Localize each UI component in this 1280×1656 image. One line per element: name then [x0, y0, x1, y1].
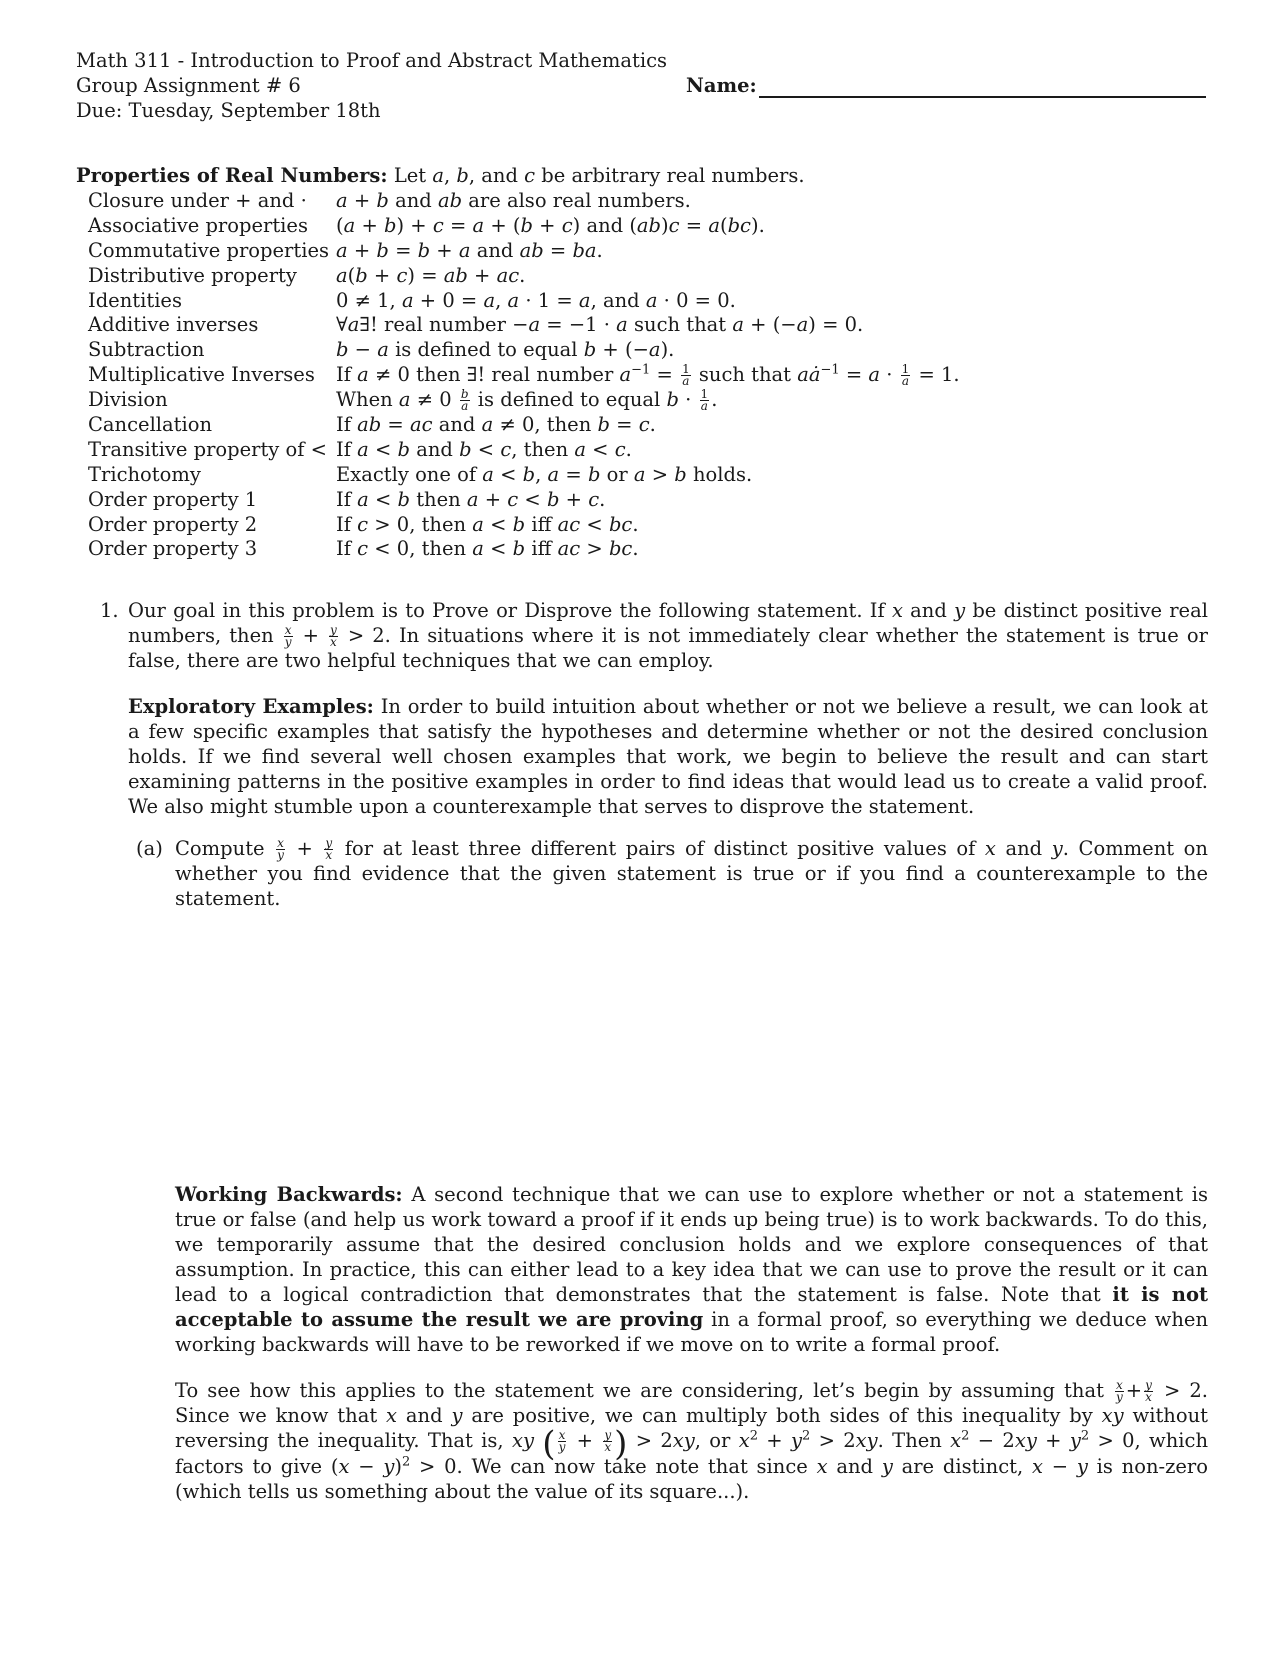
name-blank-line — [759, 78, 1206, 98]
property-row — [76, 188, 1226, 213]
exploratory-examples — [128, 694, 1208, 819]
property-name: Multiplicative Inverses — [88, 363, 315, 387]
property-desc: b − a is defined to equal b + (−a). — [336, 338, 675, 362]
properties-section — [76, 163, 1226, 561]
property-name: Order property 1 — [88, 487, 258, 511]
property-row — [76, 362, 1226, 387]
property-desc: If ab = ac and a ≠ 0, then b = c. — [336, 413, 656, 437]
property-row — [76, 213, 1226, 238]
property-desc: a + b and ab are also real numbers. — [336, 189, 691, 212]
property-row — [76, 337, 1226, 362]
working-text-2: in a formal proof, so everything we deduce when working backwards will have to be reworked if we move on to write a formal proof. — [175, 1308, 1208, 1356]
property-row — [76, 487, 1226, 512]
property-desc: (a + b) + c = a + (b + c) and (ab)c = a(bc). — [336, 213, 765, 237]
property-name: Order property 3 — [88, 537, 258, 561]
property-name: Commutative properties — [88, 238, 329, 262]
property-desc: If a ≠ 0 then ∃! real number $a^{-1}$ = $\frac{1}{a}$ such that $aȧ^{-1} = a$ · $\frac{1}{a}$ = 1. — [336, 362, 960, 389]
property-row — [76, 512, 1226, 537]
properties-title: Properties of Real Numbers: — [76, 164, 388, 187]
property-row — [76, 437, 1226, 462]
property-row — [76, 238, 1226, 263]
property-desc: If a < b and b < c, then a < c. — [336, 437, 632, 461]
property-name: Order property 2 — [88, 512, 258, 536]
property-name: Transitive property of < — [88, 437, 328, 461]
property-row — [76, 462, 1226, 487]
name-field — [686, 73, 1206, 98]
property-name: Cancellation — [88, 413, 213, 437]
property-name: Trichotomy — [88, 462, 201, 486]
working-text-1: A second technique that we can use to explore whether or not a statement is true or false (and help us work toward a proof if it ends up being true) is to work backwards. To do this, we temporarily assume that the desired conclusion holds and we explore consequences of that assumption. In practice, this can either lead to a key idea that we can use to prove the result or it can lead to a logical contradiction that demonstrates that the statement is false. Note that — [175, 1183, 1208, 1306]
property-name: Subtraction — [88, 338, 205, 362]
properties-intro — [76, 163, 1226, 188]
property-desc: a(b + c) = ab + ac. — [336, 263, 526, 287]
property-name: Identities — [88, 288, 182, 312]
working-title: Working Backwards: — [175, 1183, 403, 1206]
course-title: Math 311 - Introduction to Proof and Abstract Mathematics — [76, 49, 668, 72]
property-row — [76, 536, 1226, 561]
see-how-paragraph: To see how this applies to the statement we are considering, let’s begin by assuming that $\frac{x}{y}$ + $\frac{y}{x}$ > 2. Since we know that x and y are positive, we can multiply both sides of this inequality by xy without reversing the inequality. That is, xy ( $\frac{x}{y}$ + $\frac{y}{x}$ ) > 2xy, or $x^2 + y^2 > 2xy$. Then $x^2 - 2xy + y^2 > 0$, which factors to give $(x - y)^2 > 0$. We can now take note that since x and y are distinct, x − y is non-zero (which tells us something about the value of its square...). — [175, 1378, 1209, 1503]
name-label: Name: — [686, 74, 757, 97]
part-a — [136, 836, 1208, 911]
part-a-label: (a) — [136, 837, 163, 860]
property-name: Additive inverses — [88, 313, 259, 337]
property-row — [76, 412, 1226, 437]
due-date: Due: Tuesday, September 18th — [76, 99, 381, 122]
property-row — [76, 263, 1226, 288]
property-name: Distributive property — [88, 263, 297, 287]
property-desc: When a ≠ 0 $\frac{b}{a}$ is defined to equal b · $\frac{1}{a}$ . — [336, 387, 718, 414]
properties-intro-rendered: Let a, b, and c be arbitrary real numbers. — [393, 164, 805, 187]
property-row — [76, 387, 1226, 412]
exploratory-text: In order to build intuition about whether or not we believe a result, we can look at a few specific examples that satisfy the hypotheses and determine whether or not the desired conclusion holds. If we find several well chosen examples that work, we begin to believe the result and can start examining patterns in the positive examples in order to find ideas that would lead us to create a valid proof. We also might stumble upon a counterexample that serves to disprove the statement. — [128, 695, 1208, 818]
document-header — [76, 48, 667, 123]
property-desc: ∀a∃! real number −a = −1 · a such that a + (−a) = 0. — [336, 313, 864, 337]
property-desc: If c < 0, then a < b iff ac > bc. — [336, 537, 639, 561]
property-desc: Exactly one of a < b, a = b or a > b holds. — [336, 462, 753, 486]
assignment-title: Group Assignment # 6 — [76, 74, 301, 97]
working-bold-text: it is not acceptable to assume the result we are proving — [175, 1283, 1208, 1331]
exploratory-title: Exploratory Examples: — [128, 695, 374, 718]
problem-1 — [100, 598, 1208, 673]
property-desc: 0 ≠ 1, a + 0 = a, a · 1 = a, and a · 0 = 0. — [336, 288, 736, 312]
problem-number: 1. — [100, 599, 119, 622]
property-name: Associative properties — [88, 213, 308, 237]
property-row — [76, 312, 1226, 337]
property-name: Division — [88, 388, 168, 412]
property-desc: a + b = b + a and ab = ba. — [336, 238, 603, 262]
property-name: Closure under + and · — [88, 189, 307, 212]
part-a-text: Compute $\frac{x}{y}$ + $\frac{y}{x}$ for at least three different pairs of distinct positive values of x and y. Comment on whether you find evidence that the given statement is true or if you find a counterexample to the statement. — [175, 836, 1208, 910]
working-backwards — [175, 1182, 1208, 1357]
property-desc: If a < b then a + c < b + c. — [336, 487, 606, 511]
property-desc: If c > 0, then a < b iff ac < bc. — [336, 512, 639, 536]
problem-1-text: Our goal in this problem is to Prove or Disprove the following statement. If x and y be distinct positive real numbers, then $\frac{x}{y}$ + $\frac{y}{x}$ > 2. In situations where it is not immediately clear whether the statement is true or false, there are two helpful techniques that we can employ. — [128, 599, 1208, 672]
property-row — [76, 288, 1226, 313]
